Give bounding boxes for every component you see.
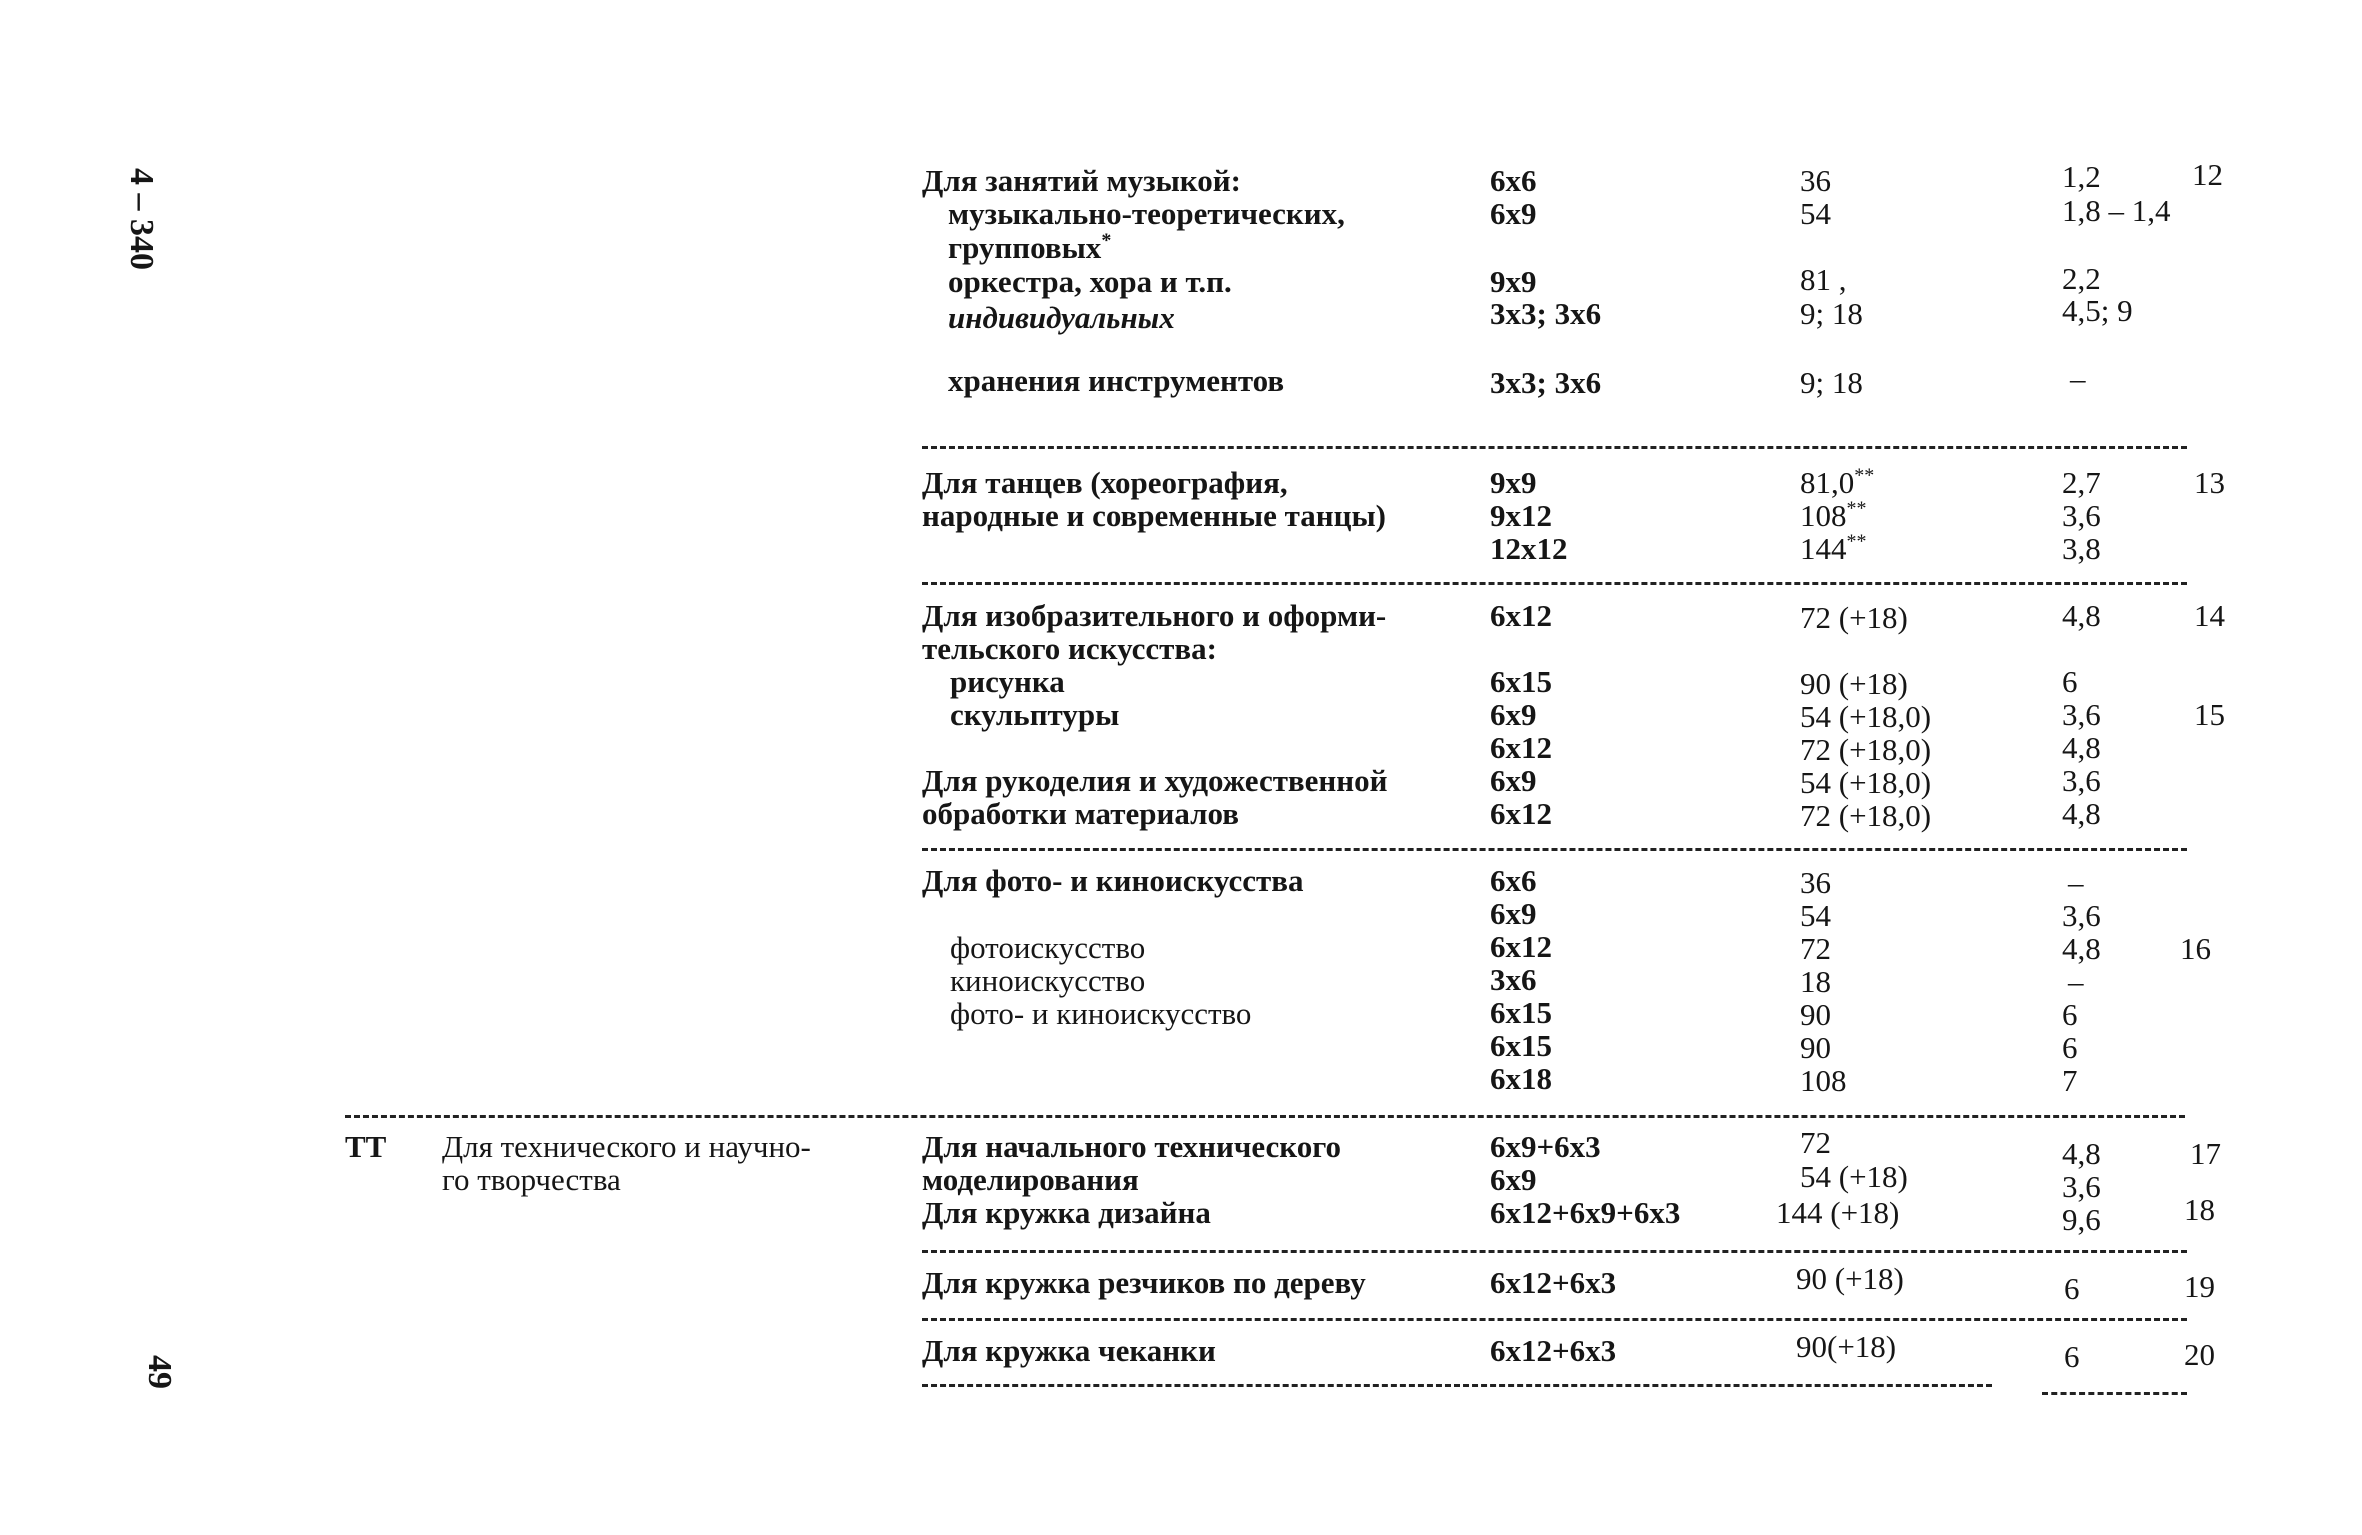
tech-size: 6x9+6x3 xyxy=(1490,1129,1601,1164)
art-area: 72 (+18,0) xyxy=(1800,732,1932,767)
music-size: 3x3; 3x6 xyxy=(1490,296,1602,331)
art-line2: тельского искусства: xyxy=(922,631,1217,666)
art-area: 72 (+18) xyxy=(1800,600,1908,635)
footnote-mark: * xyxy=(1101,229,1112,252)
photo-area: 90 xyxy=(1800,1030,1831,1065)
row-divider xyxy=(922,446,2187,449)
art-size: 6x12 xyxy=(1490,796,1552,831)
craft-line2: обработки материалов xyxy=(922,796,1239,831)
photo-area: 90 xyxy=(1800,997,1831,1032)
music-size: 6x6 xyxy=(1490,163,1537,198)
document-code: 4 – 340 xyxy=(123,168,160,270)
tech-size: 6x12+6x9+6x3 xyxy=(1490,1195,1681,1230)
row-divider xyxy=(922,582,2187,585)
craft-line1: Для рукоделия и художественной xyxy=(922,763,1388,798)
dance-ref: 13 xyxy=(2194,465,2225,500)
row-divider xyxy=(2042,1392,2187,1395)
dance-line2: народные и современные танцы) xyxy=(922,498,1386,533)
dance-size: 9x12 xyxy=(1490,498,1552,533)
art-area: 54 (+18,0) xyxy=(1800,765,1932,800)
art-sub2: скульптуры xyxy=(950,697,1120,732)
tech-ref: 19 xyxy=(2184,1269,2215,1304)
photo-value: – xyxy=(2068,964,2084,999)
footnote-mark: ** xyxy=(1846,497,1867,520)
music-sub1a: музыкально-теоретических, xyxy=(948,196,1345,231)
music-sub1b: групповых* xyxy=(948,229,1112,265)
music-value: – xyxy=(2070,361,2086,396)
photo-value: 6 xyxy=(2062,1030,2078,1065)
art-area: 90 (+18) xyxy=(1800,666,1908,701)
art-value: 4,8 xyxy=(2062,598,2101,633)
dance-size: 9x9 xyxy=(1490,465,1537,500)
row-divider xyxy=(922,1318,2187,1321)
music-area: 36 xyxy=(1800,163,1831,198)
tech-row1b: моделирования xyxy=(922,1162,1139,1197)
row-divider xyxy=(922,1384,1992,1387)
photo-size: 6x9 xyxy=(1490,896,1537,931)
music-area: 81 , xyxy=(1800,262,1847,297)
art-size: 6x12 xyxy=(1490,730,1552,765)
page-number: 49 xyxy=(141,1355,178,1389)
tech-code: ТТ xyxy=(345,1129,387,1164)
photo-size: 6x12 xyxy=(1490,929,1552,964)
photo-value: 3,6 xyxy=(2062,898,2101,933)
art-size: 6x9 xyxy=(1490,763,1537,798)
art-size: 6x12 xyxy=(1490,598,1552,633)
photo-size: 6x18 xyxy=(1490,1061,1552,1096)
music-value: 4,5; 9 xyxy=(2062,293,2133,328)
tech-group-line1: Для технического и научно- xyxy=(442,1129,811,1164)
photo-value: 7 xyxy=(2062,1063,2078,1098)
photo-size: 6x6 xyxy=(1490,863,1537,898)
footnote-mark: ** xyxy=(1846,530,1867,553)
music-size: 9x9 xyxy=(1490,264,1537,299)
tech-row3: Для кружка резчиков по дереву xyxy=(922,1265,1366,1300)
tech-size: 6x12+6x3 xyxy=(1490,1265,1617,1300)
tech-value: 4,8 xyxy=(2062,1136,2101,1171)
row-divider xyxy=(345,1115,2185,1118)
art-area: 54 (+18,0) xyxy=(1800,699,1932,734)
dance-value: 3,6 xyxy=(2062,498,2101,533)
tech-area: 72 xyxy=(1800,1125,1831,1160)
row-divider xyxy=(922,1250,2187,1253)
photo-area: 72 xyxy=(1800,931,1831,966)
dance-value: 2,7 xyxy=(2062,465,2101,500)
tech-value: 6 xyxy=(2064,1271,2080,1306)
music-area: 54 xyxy=(1800,196,1831,231)
tech-row4: Для кружка чеканки xyxy=(922,1333,1216,1368)
photo-area: 18 xyxy=(1800,964,1831,999)
music-area: 9; 18 xyxy=(1800,296,1863,331)
tech-ref: 17 xyxy=(2190,1136,2221,1171)
music-heading: Для занятий музыкой: xyxy=(922,163,1241,198)
art-value: 4,8 xyxy=(2062,796,2101,831)
tech-area: 90(+18) xyxy=(1796,1329,1897,1364)
tech-ref: 20 xyxy=(2184,1337,2215,1372)
art-value: 6 xyxy=(2062,664,2078,699)
art-value: 4,8 xyxy=(2062,730,2101,765)
dance-area: 108** xyxy=(1800,497,1867,533)
photo-sub3: фото- и киноискусство xyxy=(950,996,1252,1031)
music-size: 6x9 xyxy=(1490,196,1537,231)
music-value: 2,2 xyxy=(2062,261,2101,296)
photo-size: 6x15 xyxy=(1490,1028,1552,1063)
music-value: 1,8 – 1,4 xyxy=(2062,193,2171,228)
photo-size: 3x6 xyxy=(1490,962,1537,997)
music-ref: 12 xyxy=(2192,157,2223,192)
art-size: 6x9 xyxy=(1490,697,1537,732)
photo-area: 54 xyxy=(1800,898,1831,933)
photo-area: 108 xyxy=(1800,1063,1847,1098)
dance-line1: Для танцев (хореография, xyxy=(922,465,1288,500)
photo-size: 6x15 xyxy=(1490,995,1552,1030)
tech-area: 90 (+18) xyxy=(1796,1261,1904,1296)
art-value: 3,6 xyxy=(2062,763,2101,798)
tech-value: 6 xyxy=(2064,1339,2080,1374)
photo-sub1: фотоискусство xyxy=(950,930,1146,965)
tech-size: 6x12+6x3 xyxy=(1490,1333,1617,1368)
art-value: 3,6 xyxy=(2062,697,2101,732)
art-sub1: рисунка xyxy=(950,664,1065,699)
photo-value: 6 xyxy=(2062,997,2078,1032)
tech-group-line2: го творчества xyxy=(442,1162,621,1197)
art-ref: 15 xyxy=(2194,697,2225,732)
tech-ref: 18 xyxy=(2184,1192,2215,1227)
tech-size: 6x9 xyxy=(1490,1162,1537,1197)
photo-value: – xyxy=(2068,865,2084,900)
row-divider xyxy=(922,848,2187,851)
dance-size: 12x12 xyxy=(1490,531,1568,566)
art-line1: Для изобразительного и оформи- xyxy=(922,598,1387,633)
music-sub3: индивидуальных xyxy=(948,300,1175,335)
photo-sub2: киноискусство xyxy=(950,963,1146,998)
art-ref: 14 xyxy=(2194,598,2225,633)
music-sub2: оркестра, хора и т.п. xyxy=(948,264,1232,299)
dance-area: 81,0** xyxy=(1800,464,1875,500)
dance-area: 144** xyxy=(1800,530,1867,566)
photo-ref: 16 xyxy=(2180,931,2211,966)
tech-value: 9,6 xyxy=(2062,1202,2101,1237)
photo-heading: Для фото- и киноискусства xyxy=(922,863,1304,898)
footnote-mark: ** xyxy=(1854,464,1875,487)
photo-area: 36 xyxy=(1800,865,1831,900)
tech-area: 144 (+18) xyxy=(1776,1195,1900,1230)
music-size: 3x3; 3x6 xyxy=(1490,365,1602,400)
art-size: 6x15 xyxy=(1490,664,1552,699)
photo-value: 4,8 xyxy=(2062,931,2101,966)
tech-area: 54 (+18) xyxy=(1800,1159,1908,1194)
music-value: 1,2 xyxy=(2062,159,2101,194)
music-sub4: хранения инструментов xyxy=(948,363,1285,398)
art-area: 72 (+18,0) xyxy=(1800,798,1932,833)
tech-row1a: Для начального технического xyxy=(922,1129,1342,1164)
dance-value: 3,8 xyxy=(2062,531,2101,566)
tech-row2: Для кружка дизайна xyxy=(922,1195,1211,1230)
tech-value: 3,6 xyxy=(2062,1169,2101,1204)
music-area: 9; 18 xyxy=(1800,365,1863,400)
